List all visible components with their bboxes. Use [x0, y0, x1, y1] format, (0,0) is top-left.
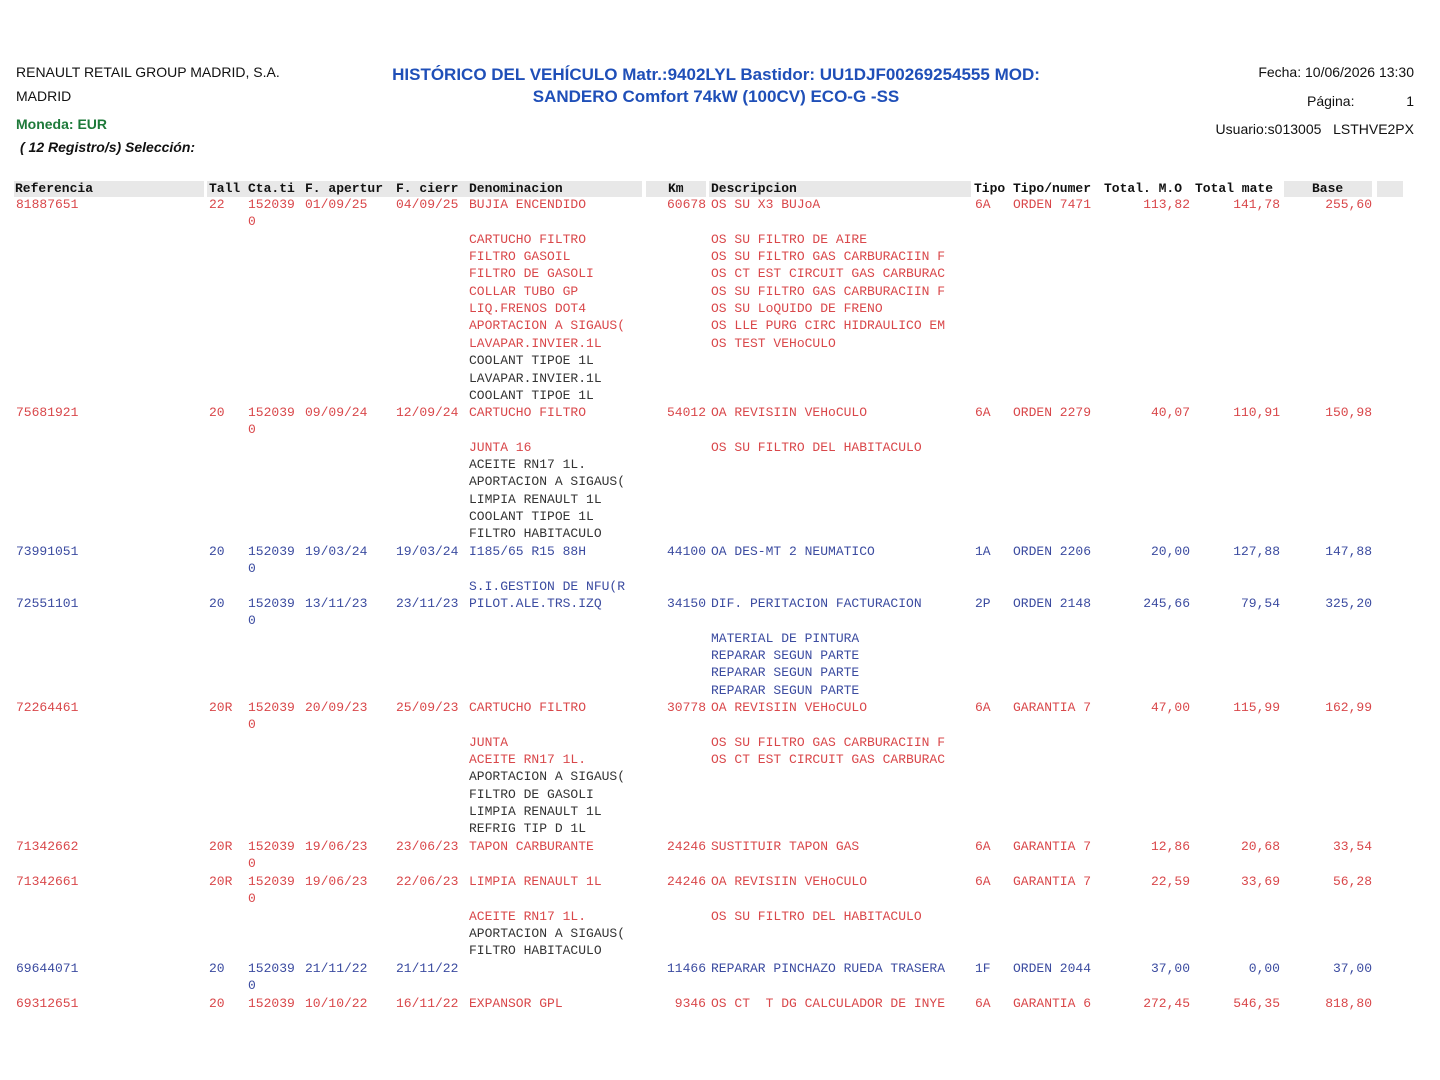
cell-cta: 152039 [248, 544, 295, 559]
cell-descripcion: OA REVISIIN VEHoCULO [711, 405, 868, 420]
cell-denominacion: PILOT.ALE.TRS.IZQ [469, 596, 602, 611]
cell-fapertura: 09/09/24 [305, 405, 368, 420]
cell-denominacion: FILTRO DE GASOLI [469, 266, 594, 282]
col-denominacion: Denominacion [469, 181, 563, 196]
cell-totalmo: 22,59 [1150, 874, 1190, 889]
cell-denominacion: FILTRO HABITACULO [469, 943, 602, 959]
cell-totalmo: 47,00 [1150, 700, 1190, 715]
cell-tall: 20 [209, 996, 225, 1011]
cell-referencia: 72551101 [16, 596, 79, 611]
cell-totalmat: 79,54 [1240, 596, 1280, 611]
cell-descripcion: OS SU FILTRO GAS CARBURACIIN F [711, 734, 946, 750]
company-name: RENAULT RETAIL GROUP MADRID, S.A. [16, 64, 280, 80]
cell-cta: 152039 [248, 700, 295, 715]
user-info: Usuario:s013005 LSTHVE2PX [1215, 121, 1414, 137]
cell-tall: 20 [209, 596, 225, 611]
cell-tiponum: GARANTIA 7 [1013, 700, 1092, 715]
col-fapertura: F. apertur [305, 181, 384, 196]
cell-totalmo: 20,00 [1150, 544, 1190, 559]
cell-denominacion: COLLAR TUBO GP [469, 283, 579, 299]
cell-denominacion: LAVAPAR.INVIER.1L [469, 335, 602, 351]
cell-km: 54012 [666, 405, 706, 420]
col-km: Km [668, 181, 684, 196]
cell-totalmo: 37,00 [1150, 961, 1190, 976]
cell-tipo: 6A [975, 197, 991, 212]
cell-tipo: 6A [975, 839, 991, 854]
cell-referencia: 81887651 [16, 197, 79, 212]
cell-km: 11466 [666, 961, 706, 976]
cell-totalmo: 245,66 [1143, 596, 1190, 611]
cell-descripcion: OS LLE PURG CIRC HIDRAULICO EM [711, 318, 946, 334]
cell-referencia: 69644071 [16, 961, 79, 976]
cell-cta: 152039 [248, 839, 295, 854]
col-cta: Cta.ti [248, 181, 295, 196]
cell-base: 56,28 [1332, 874, 1372, 889]
cell-denominacion: ACEITE RN17 1L. [469, 752, 587, 768]
cell-tipo: 2P [975, 596, 991, 611]
report-title-line2: SANDERO Comfort 74kW (100CV) ECO-G -SS [532, 87, 900, 106]
cell-descripcion: OS SU FILTRO DEL HABITACULO [711, 439, 922, 455]
cell-denominacion: FILTRO HABITACULO [469, 526, 602, 542]
cell-fapertura: 20/09/23 [305, 700, 368, 715]
cell-tipo: 1A [975, 544, 991, 559]
cell-totalmat: 33,69 [1240, 874, 1280, 889]
cell-descripcion: OS SU LoQUIDO DE FRENO [711, 301, 883, 317]
cell-denominacion: TAPON CARBURANTE [469, 839, 594, 854]
company-city: MADRID [16, 88, 72, 104]
cell-fapertura: 19/06/23 [305, 839, 368, 854]
cell-totalmat: 110,91 [1233, 405, 1280, 420]
col-tiponum: Tipo/numer [1013, 181, 1092, 196]
cell-totalmo: 113,82 [1143, 197, 1190, 212]
cell-referencia: 71342662 [16, 839, 79, 854]
cell-denominacion: CARTUCHO FILTRO [469, 405, 587, 420]
cell-fcierre: 12/09/24 [396, 405, 459, 420]
cell-base: 255,60 [1325, 197, 1372, 212]
report-title-line1: HISTÓRICO DEL VEHÍCULO Matr.:9402LYL Bastidor: UU1DJF00269254555 MOD: [392, 65, 1040, 84]
cell-totalmo: 40,07 [1150, 405, 1190, 420]
cell-tiponum: GARANTIA 6 [1013, 996, 1092, 1011]
cell-km: 24246 [666, 874, 706, 889]
cell-descripcion: DIF. PERITACION FACTURACION [711, 596, 922, 611]
cell-fcierre: 23/11/23 [396, 596, 459, 611]
cell-descripcion: OS CT T DG CALCULADOR DE INYE [711, 996, 946, 1011]
cell-totalmat: 141,78 [1233, 197, 1280, 212]
cell-tiponum: ORDEN 2206 [1013, 544, 1092, 559]
cell-fapertura: 01/09/25 [305, 197, 368, 212]
header-bg-end [1377, 181, 1403, 197]
cell-totalmat: 115,99 [1233, 700, 1280, 715]
cell-denominacion: CARTUCHO FILTRO [469, 700, 587, 715]
cell-base: 147,88 [1325, 544, 1372, 559]
cell-denominacion: BUJIA ENCENDIDO [469, 197, 587, 212]
cell-denominacion: LIQ.FRENOS DOT4 [469, 301, 587, 317]
cell-cta: 152039 [248, 874, 295, 889]
cell-denominacion: CARTUCHO FILTRO [469, 231, 587, 247]
cell-totalmo: 272,45 [1143, 996, 1190, 1011]
cell-fcierre: 04/09/25 [396, 197, 459, 212]
cell-tall: 20 [209, 961, 225, 976]
cell-cta-suffix: 0 [248, 214, 256, 230]
cell-km: 34150 [666, 596, 706, 611]
cell-denominacion: LAVAPAR.INVIER.1L [469, 370, 602, 386]
cell-fapertura: 19/03/24 [305, 544, 368, 559]
cell-totalmat: 546,35 [1233, 996, 1280, 1011]
cell-denominacion: FILTRO DE GASOLI [469, 786, 594, 802]
cell-km: 9346 [674, 996, 706, 1011]
cell-denominacion: COOLANT TIPOE 1L [469, 353, 594, 369]
cell-totalmat: 20,68 [1240, 839, 1280, 854]
cell-tall: 20R [209, 700, 233, 715]
cell-denominacion: ACEITE RN17 1L. [469, 457, 587, 473]
col-descripcion: Descripcion [711, 181, 797, 196]
cell-tipo: 6A [975, 874, 991, 889]
col-base: Base [1312, 181, 1344, 196]
cell-denominacion: S.I.GESTION DE NFU(R [469, 578, 626, 594]
cell-descripcion: OS SU FILTRO GAS CARBURACIIN F [711, 249, 946, 265]
cell-fcierre: 22/06/23 [396, 874, 459, 889]
cell-denominacion: LIMPIA RENAULT 1L [469, 804, 602, 820]
cell-totalmat: 127,88 [1233, 544, 1280, 559]
cell-denominacion: ACEITE RN17 1L. [469, 908, 587, 924]
cell-denominacion: APORTACION A SIGAUS( [469, 318, 626, 334]
cell-descripcion: OS TEST VEHoCULO [711, 335, 836, 351]
cell-fapertura: 19/06/23 [305, 874, 368, 889]
cell-denominacion: APORTACION A SIGAUS( [469, 769, 626, 785]
cell-referencia: 69312651 [16, 996, 79, 1011]
cell-fapertura: 10/10/22 [305, 996, 368, 1011]
cell-referencia: 71342661 [16, 874, 79, 889]
cell-fcierre: 23/06/23 [396, 839, 459, 854]
cell-tiponum: GARANTIA 7 [1013, 839, 1092, 854]
cell-fcierre: 25/09/23 [396, 700, 459, 715]
col-tipo: Tipo [974, 181, 1006, 196]
cell-tiponum: ORDEN 7471 [1013, 197, 1092, 212]
cell-descripcion: OA REVISIIN VEHoCULO [711, 874, 868, 889]
cell-tall: 20R [209, 839, 233, 854]
cell-cta-suffix: 0 [248, 422, 256, 438]
cell-cta: 152039 [248, 405, 295, 420]
cell-denominacion: EXPANSOR GPL [469, 996, 563, 1011]
cell-cta-suffix: 0 [248, 717, 256, 733]
cell-fcierre: 21/11/22 [396, 961, 459, 976]
cell-referencia: 72264461 [16, 700, 79, 715]
cell-fcierre: 16/11/22 [396, 996, 459, 1011]
cell-denominacion: I185/65 R15 88H [469, 544, 587, 559]
cell-descripcion: MATERIAL DE PINTURA [711, 630, 860, 646]
cell-km: 30778 [666, 700, 706, 715]
cell-descripcion: OS CT EST CIRCUIT GAS CARBURAC [711, 266, 946, 282]
cell-base: 150,98 [1325, 405, 1372, 420]
currency-label: Moneda: EUR [16, 116, 107, 132]
cell-descripcion: OS CT EST CIRCUIT GAS CARBURAC [711, 752, 946, 768]
cell-denominacion: APORTACION A SIGAUS( [469, 926, 626, 942]
cell-descripcion: OS SU X3 BUJoA [711, 197, 821, 212]
cell-cta-suffix: 0 [248, 561, 256, 577]
cell-denominacion: JUNTA 16 [469, 439, 532, 455]
cell-tall: 22 [209, 197, 225, 212]
cell-denominacion: FILTRO GASOIL [469, 249, 571, 265]
cell-km: 60678 [666, 197, 706, 212]
cell-denominacion: COOLANT TIPOE 1L [469, 509, 594, 525]
cell-tipo: 1F [975, 961, 991, 976]
cell-descripcion: OS SU FILTRO DE AIRE [711, 231, 868, 247]
cell-descripcion: REPARAR PINCHAZO RUEDA TRASERA [711, 961, 946, 976]
cell-base: 818,80 [1325, 996, 1372, 1011]
cell-base: 325,20 [1325, 596, 1372, 611]
cell-denominacion: JUNTA [469, 734, 509, 750]
cell-tall: 20 [209, 405, 225, 420]
col-tall: Tall [209, 181, 241, 196]
cell-descripcion: REPARAR SEGUN PARTE [711, 682, 860, 698]
cell-tipo: 6A [975, 405, 991, 420]
cell-cta-suffix: 0 [248, 891, 256, 907]
col-totalmo: Total. M.O [1104, 181, 1183, 196]
page-number: 1 [1406, 93, 1414, 109]
cell-totalmat: 0,00 [1248, 961, 1280, 976]
cell-referencia: 73991051 [16, 544, 79, 559]
cell-denominacion: APORTACION A SIGAUS( [469, 474, 626, 490]
cell-cta: 152039 [248, 996, 295, 1011]
cell-tiponum: GARANTIA 7 [1013, 874, 1092, 889]
cell-fcierre: 19/03/24 [396, 544, 459, 559]
cell-descripcion: OA REVISIIN VEHoCULO [711, 700, 868, 715]
cell-fapertura: 21/11/22 [305, 961, 368, 976]
cell-totalmo: 12,86 [1150, 839, 1190, 854]
cell-tall: 20 [209, 544, 225, 559]
cell-cta: 152039 [248, 596, 295, 611]
cell-km: 24246 [666, 839, 706, 854]
selection-summary: ( 12 Registro/s) Selección: [20, 139, 196, 155]
cell-base: 162,99 [1325, 700, 1372, 715]
cell-cta-suffix: 0 [248, 613, 256, 629]
cell-descripcion: REPARAR SEGUN PARTE [711, 648, 860, 664]
cell-cta: 152039 [248, 197, 295, 212]
cell-tipo: 6A [975, 700, 991, 715]
col-fcierre: F. cierr [396, 181, 459, 196]
col-totalmat: Total mate [1195, 181, 1274, 196]
cell-denominacion: LIMPIA RENAULT 1L [469, 874, 602, 889]
cell-tiponum: ORDEN 2148 [1013, 596, 1092, 611]
page-label: Página: [1307, 93, 1355, 109]
cell-descripcion: REPARAR SEGUN PARTE [711, 665, 860, 681]
cell-cta: 152039 [248, 961, 295, 976]
cell-denominacion: LIMPIA RENAULT 1L [469, 491, 602, 507]
cell-tipo: 6A [975, 996, 991, 1011]
cell-descripcion: OS SU FILTRO GAS CARBURACIIN F [711, 283, 946, 299]
cell-fapertura: 13/11/23 [305, 596, 368, 611]
cell-denominacion: REFRIG TIP D 1L [469, 821, 587, 837]
cell-cta-suffix: 0 [248, 856, 256, 872]
cell-descripcion: OS SU FILTRO DEL HABITACULO [711, 908, 922, 924]
col-referencia: Referencia [15, 181, 94, 196]
cell-km: 44100 [666, 544, 706, 559]
cell-tiponum: ORDEN 2044 [1013, 961, 1092, 976]
cell-tiponum: ORDEN 2279 [1013, 405, 1092, 420]
cell-descripcion: OA DES-MT 2 NEUMATICO [711, 544, 875, 559]
report-date: Fecha: 10/06/2026 13:30 [1258, 64, 1414, 80]
cell-tall: 20R [209, 874, 233, 889]
cell-referencia: 75681921 [16, 405, 79, 420]
cell-descripcion: SUSTITUIR TAPON GAS [711, 839, 860, 854]
cell-base: 37,00 [1332, 961, 1372, 976]
cell-denominacion: COOLANT TIPOE 1L [469, 387, 594, 403]
cell-cta-suffix: 0 [248, 978, 256, 994]
report-title [360, 64, 1072, 108]
cell-base: 33,54 [1332, 839, 1372, 854]
